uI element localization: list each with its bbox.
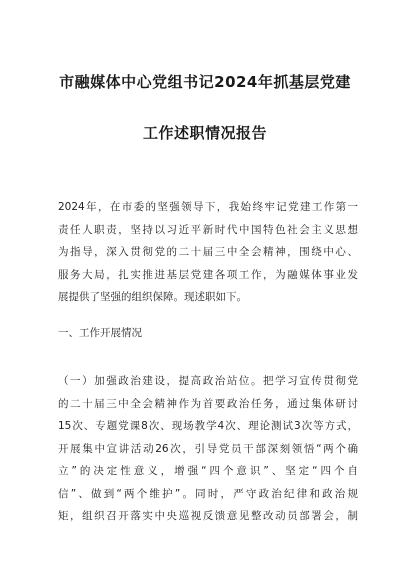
body-paragraph	[58, 370, 358, 528]
body-line: 立”的决定性意义，增强“四个意识”、坚定“四个自	[58, 465, 358, 477]
intro-line: 服务大局，扎实推进基层党建各项工作，为融媒体事业发	[58, 268, 358, 281]
section-heading: 一、工作开展情况	[58, 327, 142, 339]
document-title-line-1: 市融媒体中心党组书记2024年抓基层党建	[59, 73, 351, 91]
body-line: 信”、做到“两个维护”。同时，严守政治纪律和政治规	[58, 487, 358, 500]
body-line: （一）加强政治建设，提高政治站位。把学习宣传贯彻党	[58, 375, 358, 387]
body-line: 15次、专题党课8次、现场教学4次、理论测试3次等方式，	[58, 420, 358, 432]
intro-paragraph	[58, 196, 358, 309]
intro-line: 2024年，在市委的坚强领导下，我始终牢记党建工作第一	[58, 201, 358, 213]
intro-line: 为指导，深入贯彻党的二十届三中全会精神，围绕中心、	[58, 246, 358, 258]
body-line: 开展集中宣讲活动26次，引导党员干部深刻领悟“两个确	[58, 442, 358, 455]
intro-line: 责任人职责，坚持以习近平新时代中国特色社会主义思想	[58, 223, 358, 236]
intro-line: 展提供了坚强的组织保障。现述职如下。	[58, 291, 247, 303]
body-line: 矩，组织召开落实中央巡视反馈意见整改动员部署会，制	[58, 510, 358, 522]
body-line: 的二十届三中全会精神作为首要政治任务，通过集体研讨	[58, 397, 358, 410]
document-title-line-2: 工作述职情况报告	[142, 124, 267, 142]
